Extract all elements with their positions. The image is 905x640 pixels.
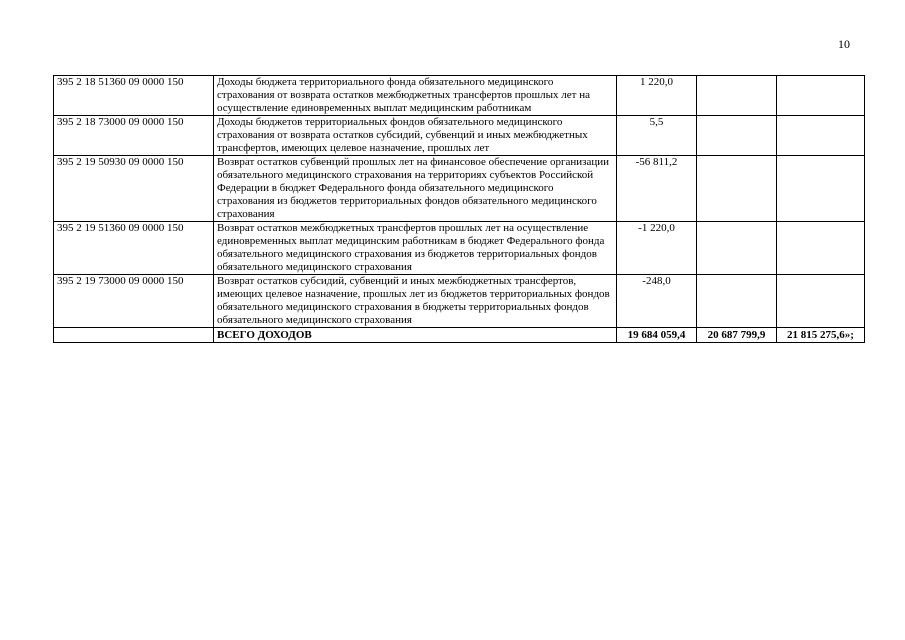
amount-year-1: 5,5 <box>617 116 697 156</box>
budget-code: 395 2 19 73000 09 0000 150 <box>54 275 214 328</box>
amount-year-1: -1 220,0 <box>617 222 697 275</box>
total-label: ВСЕГО ДОХОДОВ <box>214 328 617 343</box>
row-description: Возврат остатков субсидий, субвенций и иных межбюджетных трансфертов, имеющих целевое назначение, прошлых лет из бюджетов территориальных фондов обязательного медицинского страхования в бюджеты территориальных фондов обязательного медицинского страхования <box>214 275 617 328</box>
table-row <box>54 116 865 156</box>
revenue-table <box>53 75 865 343</box>
row-description: Доходы бюджетов территориальных фондов обязательного медицинского страхования от возврата остатков субсидий, субвенций и иных межбюджетных трансфертов, имеющих целевое назначение, прошлых лет <box>214 116 617 156</box>
amount-year-2 <box>697 116 777 156</box>
amount-year-2 <box>697 156 777 222</box>
amount-year-3 <box>777 116 865 156</box>
amount-year-1: 1 220,0 <box>617 76 697 116</box>
row-description: Доходы бюджета территориального фонда обязательного медицинского страхования от возврата остатков межбюджетных трансфертов прошлых лет на осуществление единовременных выплат медицинским работникам <box>214 76 617 116</box>
budget-code: 395 2 18 51360 09 0000 150 <box>54 76 214 116</box>
amount-year-1: -248,0 <box>617 275 697 328</box>
amount-year-2 <box>697 222 777 275</box>
total-row <box>54 328 865 343</box>
row-description: Возврат остатков межбюджетных трансфертов прошлых лет на осуществление единовременных выплат медицинским работникам в бюджет Федерального фонда обязательного медицинского страхования из бюджетов территориальных фондов обязательного медицинского страхования <box>214 222 617 275</box>
row-description: Возврат остатков субвенций прошлых лет на финансовое обеспечение организации обязательного медицинского страхования на территориях субъектов Российской Федерации в бюджет Федерального фонда обязательного медицинского страхования из бюджетов территориальных фондов обязательного медицинского страхования <box>214 156 617 222</box>
table-row <box>54 222 865 275</box>
total-year-3: 21 815 275,6»; <box>777 328 865 343</box>
table-row <box>54 76 865 116</box>
total-year-1: 19 684 059,4 <box>617 328 697 343</box>
amount-year-3 <box>777 76 865 116</box>
total-year-2: 20 687 799,9 <box>697 328 777 343</box>
page-number: 10 <box>838 37 850 51</box>
amount-year-2 <box>697 275 777 328</box>
amount-year-1: -56 811,2 <box>617 156 697 222</box>
amount-year-2 <box>697 76 777 116</box>
table-row <box>54 275 865 328</box>
amount-year-3 <box>777 156 865 222</box>
amount-year-3 <box>777 222 865 275</box>
budget-code: 395 2 18 73000 09 0000 150 <box>54 116 214 156</box>
budget-code: 395 2 19 50930 09 0000 150 <box>54 156 214 222</box>
amount-year-3 <box>777 275 865 328</box>
budget-code: 395 2 19 51360 09 0000 150 <box>54 222 214 275</box>
total-code <box>54 328 214 343</box>
table-row <box>54 156 865 222</box>
